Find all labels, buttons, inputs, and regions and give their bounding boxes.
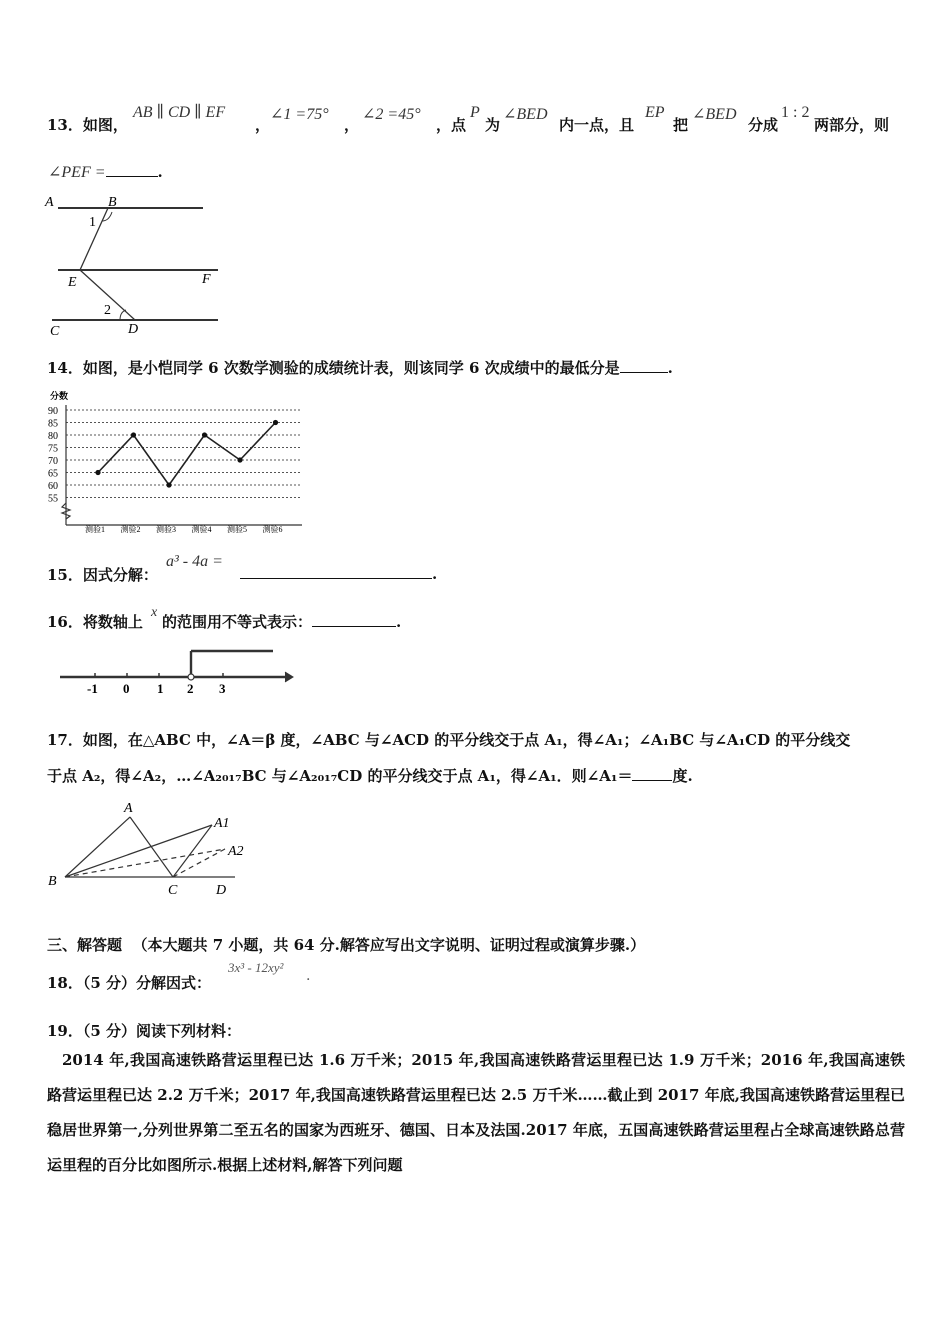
label-b: B	[108, 195, 117, 210]
tick-label: 1	[157, 681, 164, 696]
q16-line-2	[162, 611, 401, 632]
q13-figure	[40, 188, 230, 338]
q13-text6: 两部分，则	[814, 116, 890, 134]
q18-expression: 3x³ - 12xy²	[228, 960, 284, 975]
q13-line1	[47, 114, 128, 135]
q13-number: 13．	[47, 116, 83, 134]
q13-text5: 分成	[748, 116, 779, 134]
q13-lead: 如图，	[82, 116, 128, 134]
chart-xtick-label: 测验6	[262, 525, 283, 534]
q18-number: 18．	[47, 974, 83, 992]
q16-var-x: x	[151, 605, 158, 620]
tick-label: 2	[187, 681, 194, 696]
q13-text4: 把	[673, 116, 689, 134]
q18-end: .	[306, 968, 311, 984]
q13-parallel-condition: AB ∥ CD ∥ EF	[133, 104, 226, 121]
q13-ratio: 1 : 2	[781, 104, 810, 121]
q17-answer-blank	[632, 780, 672, 781]
q13-text2: 为	[485, 116, 501, 134]
q14-number: 14．	[47, 359, 83, 377]
label-d: D	[216, 883, 227, 898]
chart-data-point	[237, 457, 242, 462]
q16-text1: 将数轴上	[82, 613, 143, 631]
q16-number-line	[55, 645, 300, 700]
q15-text: 因式分解：	[82, 566, 158, 584]
label-angle1: 1	[89, 215, 96, 230]
segment-ca1	[173, 825, 212, 877]
q19-text: 阅读下列材料：	[136, 1022, 242, 1040]
label-a2: A2	[228, 844, 244, 859]
label-a: A	[124, 801, 133, 816]
chart-xtick-label: 测验2	[120, 525, 141, 534]
q16-end: .	[396, 613, 402, 631]
q15-answer-blank	[240, 564, 432, 579]
chart-ytick-label: 80	[48, 431, 58, 442]
q13-ray-ep: EP	[645, 104, 665, 121]
q19-score: （5 分）	[82, 1022, 137, 1040]
number-line-arrow-icon	[285, 672, 293, 682]
q18-score: （5 分）	[82, 974, 137, 992]
tick-label: 0	[123, 681, 130, 696]
label-d: D	[128, 322, 139, 337]
chart-ylabel: 分数	[50, 391, 69, 401]
q18-text: 分解因式：	[136, 974, 212, 992]
segment-ba2-dashed	[65, 849, 225, 877]
q13-answer-lead: ∠PEF =	[48, 164, 106, 181]
q16-number: 16．	[47, 613, 83, 631]
open-circle-icon	[188, 674, 194, 680]
q14-end: .	[667, 359, 673, 377]
q17-number: 17．	[47, 731, 83, 749]
q13-sep1: ，	[255, 116, 271, 134]
q19-line	[47, 1020, 241, 1041]
q13-angle-bed: ∠BED	[503, 106, 548, 123]
segment-ba1	[65, 825, 212, 877]
chart-xtick-label: 测验4	[191, 525, 212, 534]
q19-paragraph: 2014 年,我国高速铁路营运里程已达 1.6 万千米；2015 年,我国高速铁路营运里程已达 1.9 万千米；2016 年,我国高速铁路营运里程已达 2.2 万千米；2017 年,我国高速铁路营运里程已达 2.5 万千米……截止到 2017 年底,我国高速铁路营运里程已稳居世界第一,分列世界第二至五名的国家为西班牙、德国、日本及法国.2017 年底，五国高速铁路营运里程占全球高速铁路总营运里程的百分比如图所示.根据上述材料,解答下列问题	[47, 1051, 905, 1174]
q13-text1: ，点	[436, 116, 467, 134]
q15-expression: a³ - 4a =	[166, 553, 223, 570]
chart-data-point	[202, 432, 207, 437]
chart-ytick-label: 90	[48, 406, 58, 417]
chart-series-line	[98, 423, 276, 486]
q13-sep2: ，	[344, 116, 360, 134]
section3-title: 三、解答题	[47, 936, 123, 954]
q17-figure	[40, 795, 260, 900]
q15-number: 15．	[47, 566, 83, 584]
tick-label: -1	[87, 681, 98, 696]
label-f: F	[202, 272, 211, 287]
chart-ytick-label: 60	[48, 481, 58, 492]
chart-ytick-label: 55	[48, 493, 58, 505]
q16-text2: 的范围用不等式表示：	[162, 613, 313, 631]
q13-answer-line	[48, 162, 163, 182]
label-c: C	[168, 883, 178, 898]
q13-angle2: ∠2 =45°	[362, 106, 421, 123]
q16-answer-blank	[312, 626, 396, 627]
chart-ytick-label: 85	[48, 418, 58, 430]
q19-number: 19．	[47, 1022, 83, 1040]
label-a1: A1	[214, 816, 230, 831]
chart-data-point	[166, 482, 171, 487]
q15-end: .	[432, 565, 438, 583]
section3-desc: （本大题共 7 小题，共 64 分.解答应写出文字说明、证明过程或演算步骤.）	[132, 936, 646, 954]
q13-point-p: P	[470, 104, 480, 121]
q15-answer	[240, 564, 437, 583]
label-angle2: 2	[104, 303, 111, 318]
q17-text-line2: 于点 A₂，得∠A₂，…∠A₂₀₁₇BC 与∠A₂₀₁₇CD 的平分线交于点 A₁，得∠A₁．则∠A₁＝	[47, 767, 633, 785]
chart-xtick-label: 测验1	[85, 525, 105, 534]
q18-line	[47, 972, 211, 993]
q13-text3: 内一点，且	[559, 116, 635, 134]
chart-ytick-label: 75	[48, 443, 58, 455]
tick-label: 3	[219, 681, 226, 696]
section3-heading	[47, 934, 645, 955]
chart-xtick-label: 测验5	[227, 525, 247, 534]
q15-line	[47, 564, 158, 585]
q17-line1	[47, 729, 850, 750]
q13-angle-bed-2: ∠BED	[692, 106, 737, 123]
label-e: E	[68, 275, 77, 290]
q13-answer-end: .	[157, 163, 163, 181]
q14-line-chart	[40, 385, 310, 535]
segment-ba	[65, 817, 130, 877]
q16-line	[47, 611, 143, 632]
q17-text-line2-end: 度.	[672, 767, 693, 785]
q14-text: 如图，是小恺同学 6 次数学测验的成绩统计表，则该同学 6 次成绩中的最低分是	[82, 359, 620, 377]
label-b: B	[48, 874, 57, 889]
q13-answer-blank	[106, 176, 158, 177]
q17-text-line1: 如图，在△ABC 中，∠A＝β 度，∠ABC 与∠ACD 的平分线交于点 A₁，得∠A₁；∠A₁BC 与∠A₁CD 的平分线交	[82, 731, 851, 749]
q14-line	[47, 357, 673, 378]
chart-data-point	[95, 470, 100, 475]
chart-data-point	[273, 420, 278, 425]
label-a: A	[45, 195, 54, 210]
q14-answer-blank	[620, 372, 668, 373]
q13-angle1: ∠1 =75°	[270, 106, 329, 123]
chart-ytick-label: 70	[48, 456, 58, 467]
label-c: C	[50, 324, 60, 338]
chart-data-point	[131, 432, 136, 437]
q17-line2	[47, 765, 693, 786]
chart-xtick-label: 测验3	[156, 525, 176, 534]
chart-ytick-label: 65	[48, 468, 58, 480]
